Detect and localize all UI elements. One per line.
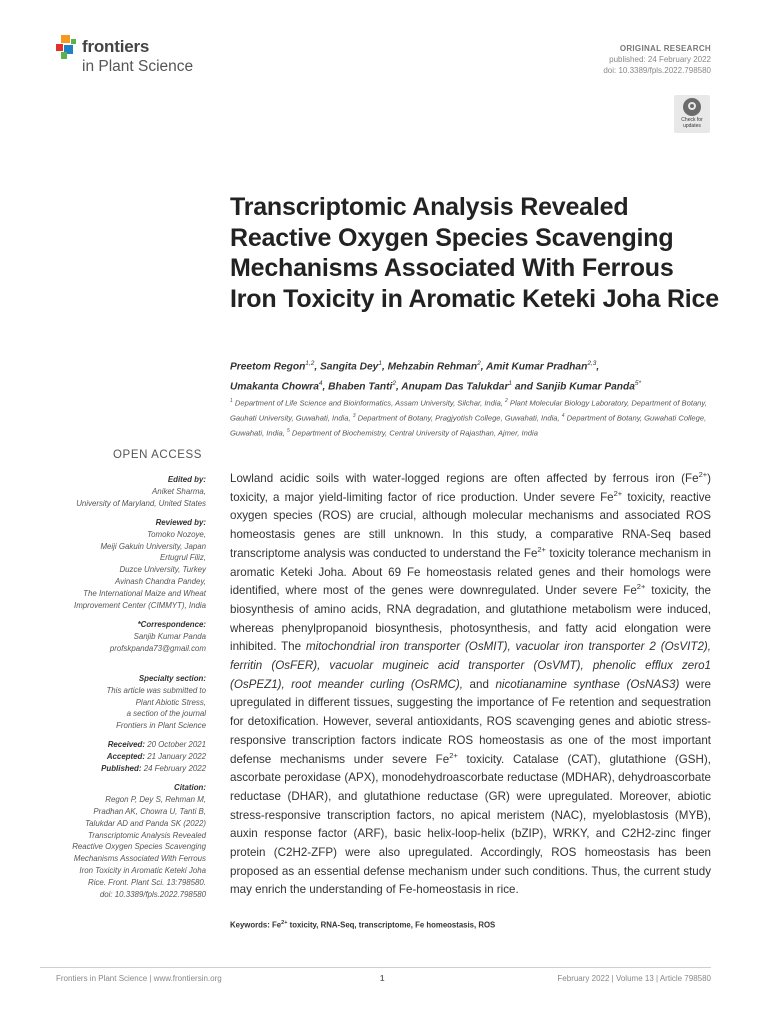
reviewed-by-section: Reviewed by: Tomoko Nozoye, Meiji Gakuin University, Japan Ertugrul Filiz, Duzce University, Turkey Avinash Chandra Pandey, The International Maize and Wheat Improvement Center (CIMMYT), India: [74, 517, 206, 611]
frontiers-logo-icon: [56, 35, 78, 59]
article-type: ORIGINAL RESEARCH: [619, 44, 711, 53]
abstract: Lowland acidic soils with water-logged regions are often affected by ferrous iron $(Fe^{2+})$ toxicity, a major yield-limiting factor of rice production. Under severe $Fe^{2+}$ toxicity, reactive oxygen species (ROS) are crucial, although molecular mechanisms and associated ROS homeostasis genes are still unknown. In this study, a comparative RNA-Seq based transcriptome analysis was conducted to understand the $Fe^{2+}$ toxicity tolerance mechanism in aromatic Keteki Joha. About 69 Fe homeostasis related genes and their homologs were identified, where most of the genes were downregulated. Under severe $Fe^{2+}$ toxicity, the biosynthesis of amino acids, RNA degradation, and glutathione metabolism were induced, whereas phenylpropanoid biosynthesis, photosynthesis, and fatty acid elongation were inhibited. The mitochondrial iron transporter (OsMIT), vacuolar iron transporter 2 (OsVIT2), ferritin (OsFER), vacuolar mugineic acid transporter (OsVMT), phenolic efflux zero1 (OsPEZ1), root meander curling (OsRMC), and nicotianamine synthase (OsNAS3) were upregulated in different tissues, suggesting the importance of Fe retention and sequestration for detoxification. However, several antioxidants, ROS scavenging genes and abiotic stress-responsive transcription factors indicate ROS homeostasis as one of the most important defense mechanisms under severe $Fe^{2+}$ toxicity. Catalase (CAT), glutathione (GSH), ascorbate peroxidase (APX), monodehydroascorbate reductase (MDHAR), dehydroascorbate reductase (DHAR), and glutathione reductase (GR) were upregulated. Moreover, abiotic stress-responsive transcription factors, no apical meristem (NAC), myeloblastosis (MYB), auxin response factor (ARF), basic helix-loop-helix (bZIP), WRKY, and C2H2-zinc finger protein (C2H2-ZFP) were also upregulated. Accordingly, ROS homeostasis has been proposed as an essential defense mechanism under such conditions. Thus, the current study may enrich the understanding of Fe-homeostasis in rice.: [230, 470, 712, 897]
journal-subtitle: in Plant Science: [82, 58, 194, 75]
keywords: Keywords: $Fe^{2+}$ toxicity, RNA-Seq, transcriptome, Fe homeostasis, ROS: [230, 920, 496, 930]
affiliations: $^1$ Department of Life Science and Bioinformatics, Assam University, Silchar, India, $^2$ Plant Molecular Biology Laboratory, Department of Botany, Gauhati University, Guwahati, India, $^3$ Department of Botany, Pragjyotish College, Guwahati, India, $^4$ Department of Botany, Guwahati College, Guwahati, India, $^5$ Department of Biochemistry, Central University of Rajasthan, Ajmer, India: [230, 398, 707, 438]
check-updates-icon: [683, 98, 701, 116]
check-for-updates-button[interactable]: [674, 95, 710, 133]
citation-doi[interactable]: doi: 10.3389/fpls.2022.798580: [99, 890, 206, 900]
check-updates-label: Check for updates: [681, 117, 703, 129]
page-number: 1: [380, 974, 385, 983]
specialty-section: Specialty section: This article was submitted to Plant Abiotic Stress, a section of the journal Frontiers in Plant Science: [106, 673, 206, 731]
citation-section: Citation: Regon P, Dey S, Rehman M, Pradhan AK, Chowra U, Tanti B, Talukdar AD and Panda SK (2022) Transcriptomic Analysis Revealed Reactive Oxygen Species Scavenging Mechanisms Associated With Ferrous Iron Toxicity in Aromatic Keteki Joha Rice. Front. Plant Sci. 13:798580. doi: 10.3389/fpls.2022.798580: [40, 782, 206, 901]
footer-divider: [40, 967, 711, 968]
footer-journal-link[interactable]: Frontiers in Plant Science | www.frontiersin.org: [56, 974, 222, 983]
author-list: Preetom Regon$^{1,2}$, Sangita Dey$^1$, Mehzabin Rehman$^2$, Amit Kumar Pradhan$^{2,3}$, Umakanta Chowra$^4$, Bhaben Tanti$^2$, Anupam Das Talukdar$^1$ and Sanjib Kumar Panda$^{5*}$: [230, 360, 642, 393]
correspondence-section: *Correspondence: Sanjib Kumar Panda profskpanda73@gmail.com: [40, 619, 206, 655]
published-date: published: 24 February 2022: [609, 55, 711, 64]
article-info-sidebar: [40, 474, 206, 901]
journal-logo[interactable]: [56, 33, 226, 81]
article-title: Transcriptomic Analysis Revealed Reactive Oxygen Species Scavenging Mechanisms Associated With Ferrous Iron Toxicity in Aromatic Keteki Joha Rice: [230, 193, 719, 313]
article-doi[interactable]: doi: 10.3389/fpls.2022.798580: [603, 66, 711, 75]
dates-section: Received: 20 October 2021 Accepted: 21 January 2022 Published: 24 February 2022: [101, 740, 206, 774]
footer-issue-info: February 2022 | Volume 13 | Article 798580: [557, 974, 711, 983]
journal-name: frontiers: [82, 37, 150, 56]
correspondence-email[interactable]: profskpanda73@gmail.com: [109, 643, 206, 653]
open-access-label: OPEN ACCESS: [113, 449, 203, 461]
edited-by-section: Edited by: Aniket Sharma, University of Maryland, United States: [76, 475, 206, 508]
